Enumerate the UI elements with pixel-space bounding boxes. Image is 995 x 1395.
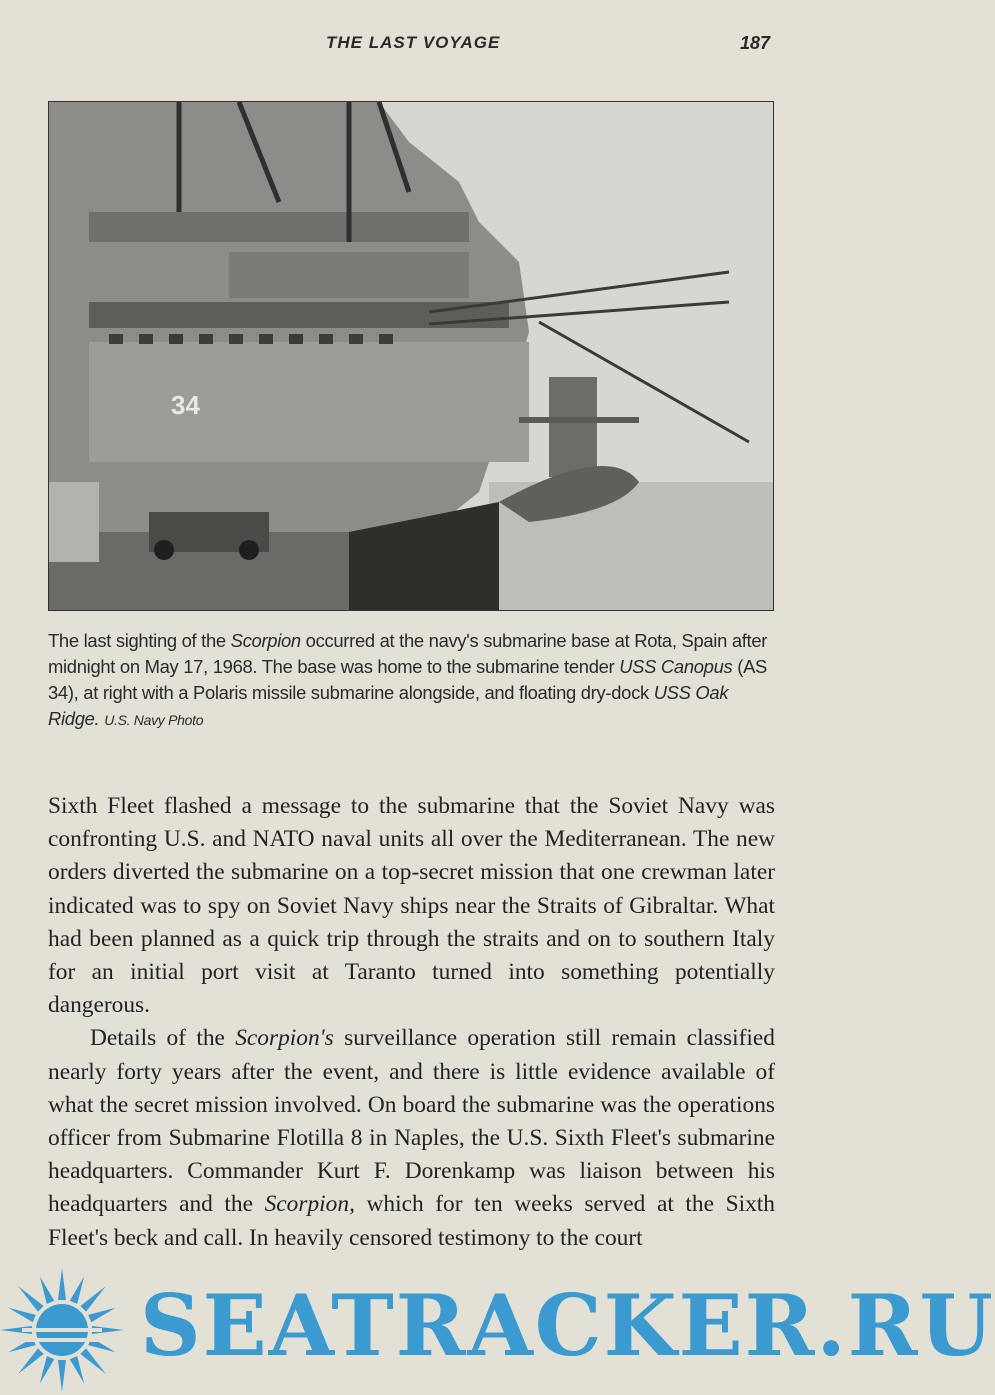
paragraph-2-part-2: surveillance operation still remain classified nearly forty years after the event, and there is little evidence available of what the secret mission involved. On board the submarine was the operations officer from Submarine Flotilla 8 in Naples, the U.S. Sixth Fleet's submarine headquarters. Commander Kurt F. Dorenkamp was liaison between his headquarters and the <box>48 1025 775 1218</box>
caption-text-3: (AS 34), at right with a Polaris missile submarine alongside, and floating dry-dock <box>48 656 768 703</box>
watermark-text: SEATRACKER.RU <box>140 1276 995 1375</box>
caption-text-1: The last sighting of the <box>48 630 231 651</box>
caption-tender-name: USS Canopus <box>619 656 733 677</box>
paragraph-2 <box>48 1022 775 1254</box>
caption-text-2: occurred at the navy's submarine base at Rota, Spain after midnight on May 17, 1968. The base was home to the submarine tender <box>48 630 768 677</box>
paragraph-2-ship-name-2: Scorpion, <box>264 1191 355 1218</box>
page-number: 187 <box>740 33 771 53</box>
photo-credit: U.S. Navy Photo <box>104 712 204 728</box>
ship-photo-illustration <box>49 102 773 610</box>
paragraph-2-part-3: which for ten weeks served at the Sixth Fleet's beck and call. In heavily censored testimony to the court <box>48 1191 775 1251</box>
body-text <box>48 790 775 1255</box>
paragraph-2-ship-name: Scorpion's <box>235 1025 334 1052</box>
running-header-title: THE LAST VOYAGE <box>326 33 501 52</box>
ship-photo <box>48 101 774 611</box>
caption-drydock-name: USS Oak Ridge. <box>48 682 729 729</box>
caption-ship-name: Scorpion <box>230 630 301 651</box>
paragraph-2-part-1: Details of the <box>90 1025 236 1052</box>
hull-number: 34 <box>171 390 200 420</box>
paragraph-1: Sixth Fleet flashed a message to the submarine that the Soviet Navy was confronting U.S. and NATO naval units all over the Mediterranean. The new orders diverted the submarine on a top-secret mission that one crewman later indicated was to spy on Soviet Navy ships near the Straits of Gibraltar. What had been planned as a quick trip through the straits and on to southern Italy for an initial port visit at Taranto turned into something potentially dangerous. <box>48 793 775 1019</box>
photo-caption <box>48 628 778 733</box>
